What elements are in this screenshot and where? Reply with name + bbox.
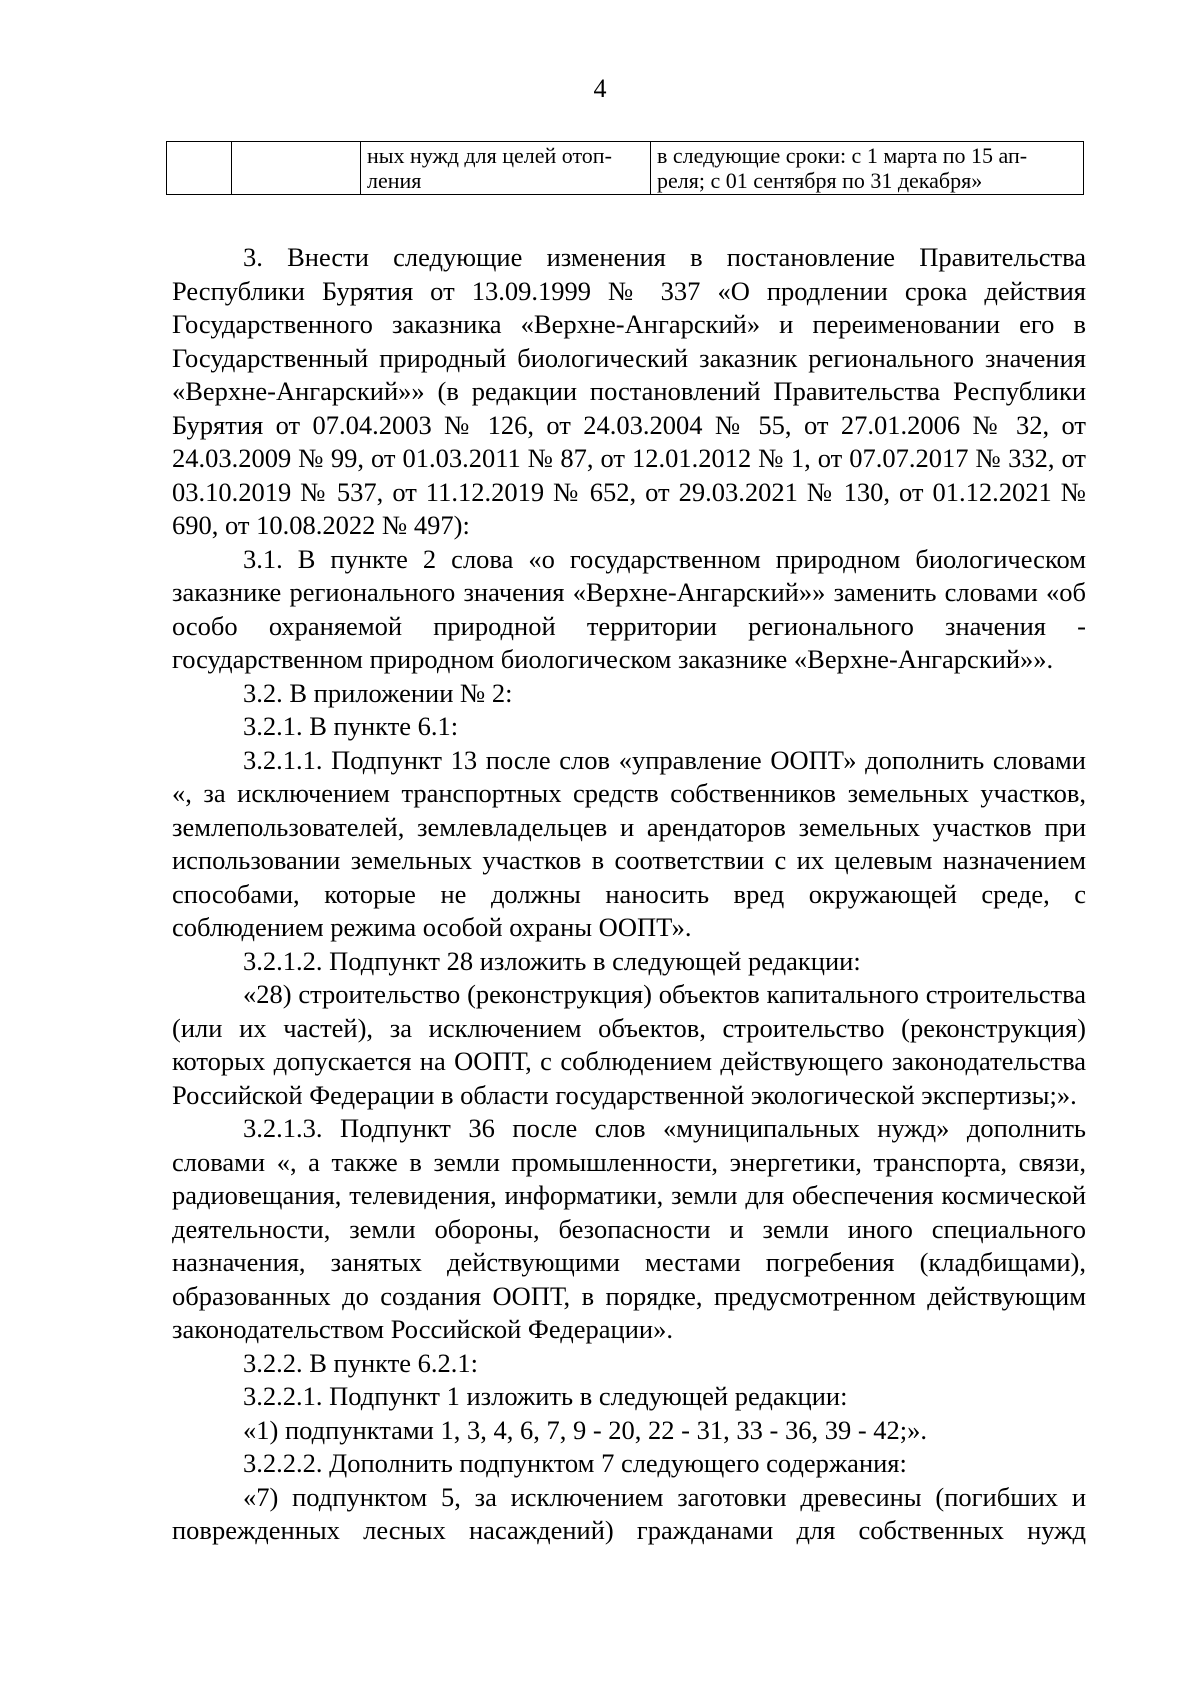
document-body — [172, 241, 1086, 1548]
paragraph-3-2-1-2: 3.2.1.2. Подпункт 28 изложить в следующей редакции: — [243, 945, 861, 976]
table-cell — [167, 142, 232, 195]
paragraph-3-2-2-2: 3.2.2.2. Дополнить подпунктом 7 следующего содержания: — [243, 1448, 907, 1478]
paragraph-3-2-1-1: 3.2.1.1. Подпункт 13 после слов «управление ООПТ» дополнить словами «, за исключением транспортных средств собственников земельных участков, землепользователей, землевладельцев и арендаторов земельных участков при использовании земельных участков в соответствии с их целевым назначением способами, которые не должны наносить вред окружающей среде, с соблюдением режима особой охраны ООПТ». — [172, 744, 1086, 942]
paragraph-quote-7: «7) подпунктом 5, за исключением заготовки древесины (погибших и поврежденных лесных насаждений) гражданами для собственных нужд — [172, 1481, 1086, 1545]
paragraph-3: 3. Внести следующие изменения в постановление Правительства Республики Бурятия от 13.09.1999 № 337 «О продлении срока действия Государственного заказника «Верхне-Ангарский» и переименовании его в Государственный природный биологический заказник регионального значения «Верхне-Ангарский»» (в редакции постановлений Правительства Республики Бурятия от 07.04.2003 № 126, от 24.03.2004 № 55, от 27.01.2006 № 32, от 24.03.2009 № 99, от 01.03.2011 № 87, от 12.01.2012 № 1, от 07.07.2017 № 332, от 03.10.2019 № 537, от 11.12.2019 № 652, от 29.03.2021 № 130, от 01.12.2021 № 690, от 10.08.2022 № 497): — [172, 242, 1086, 540]
paragraph-3-2-2-1: 3.2.2.1. Подпункт 1 изложить в следующей редакции: — [243, 1381, 848, 1411]
table-cell — [232, 142, 361, 195]
table-cell-text: в следующие сроки: с 1 марта по 15 ап- реля; с 01 сентября по 31 декабря» — [657, 143, 1028, 193]
table-cell-text: ных нужд для целей отоп- ления — [367, 143, 612, 193]
paragraph-quote-28: «28) строительство (реконструкция) объектов капитального строительства (или их частей), за исключением объектов, строительство (реконструкция) которых допускается на ООПТ, с соблюдением действующего законодательства Российской Федерации в области государственной экологической экспертизы;». — [172, 979, 1086, 1110]
paragraph-quote-1: «1) подпунктами 1, 3, 4, 6, 7, 9 - 20, 22 - 31, 33 - 36, 39 - 42;». — [243, 1414, 928, 1445]
page-number: 4 — [593, 74, 607, 103]
paragraph-3-1: 3.1. В пункте 2 слова «о государственном природном биологическом заказнике регионального значения «Верхне-Ангарский»» заменить словами «об особо охраняемой природной территории регионального значения - государственном природном биологическом заказнике «Верхне-Ангарский»». — [172, 543, 1086, 674]
table-cell — [361, 142, 651, 195]
continuation-table — [166, 141, 1084, 195]
paragraph-3-2-2: 3.2.2. В пункте 6.2.1: — [243, 1347, 479, 1378]
paragraph-3-2-1: 3.2.1. В пункте 6.1: — [243, 711, 459, 741]
paragraph-3-2: 3.2. В приложении № 2: — [243, 677, 513, 708]
table-cell — [651, 142, 1084, 195]
paragraph-3-2-1-3: 3.2.1.3. Подпункт 36 после слов «муниципальных нужд» дополнить словами «, а также в земли промышленности, энергетики, транспорта, связи, радиовещания, телевидения, информатики, земли для обеспечения космической деятельности, земли обороны, безопасности и земли иного специального назначения, занятых действующими местами погребения (кладбищами), образованных до создания ООПТ, в порядке, предусмотренном действующим законодательством Российской Федерации». — [172, 1113, 1086, 1344]
table-row — [167, 142, 1084, 195]
